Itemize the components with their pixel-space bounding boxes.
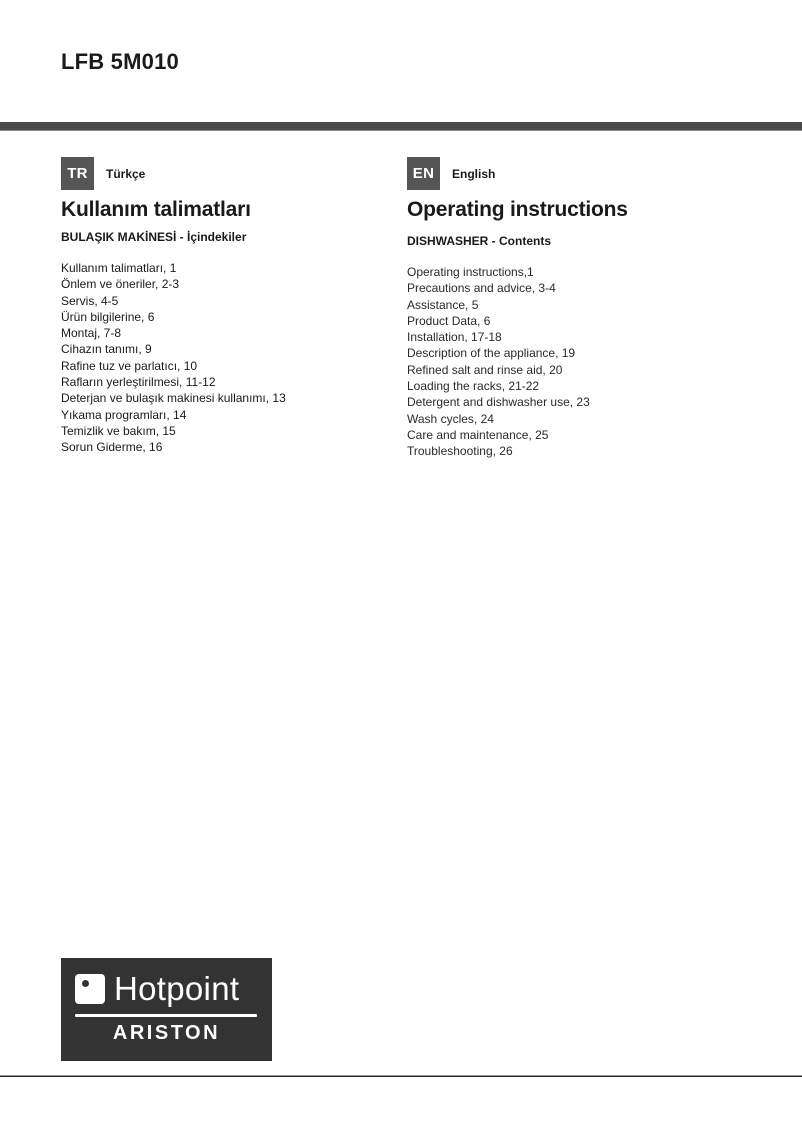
toc-item: Temizlik ve bakım, 15 — [61, 423, 176, 438]
toc-item: Sorun Giderme, 16 — [61, 440, 163, 455]
model-title: LFB 5M010 — [61, 49, 179, 74]
toc-item: Precautions and advice, 3-4 — [407, 281, 556, 296]
toc-item: Kullanım talimatları, 1 — [61, 261, 177, 275]
toc-item: Installation, 17-18 — [407, 330, 502, 345]
toc-item: Assistance, 5 — [407, 297, 479, 312]
toc-item: Servis, 4-5 — [61, 293, 119, 308]
toc-item: Yıkama programları, 14 — [61, 407, 187, 422]
english-section — [407, 157, 747, 460]
logo-top-row — [75, 972, 239, 1006]
subheading-tr: BULAŞIK MAKİNESİ - İçindekiler — [61, 230, 247, 244]
toc-item: Product Data, 6 — [407, 313, 491, 328]
toc-list-en — [407, 264, 747, 460]
logo-divider — [75, 1014, 257, 1017]
toc-item: Operating instructions,1 — [407, 265, 534, 279]
heading-tr: Kullanım talimatları — [61, 198, 251, 221]
toc-item: Montaj, 7-8 — [61, 326, 122, 341]
toc-item: Önlem ve öneriler, 2-3 — [61, 277, 180, 292]
logo-wordmark-hotpoint: Hotpoint — [114, 970, 240, 1007]
language-badge-en: EN — [407, 157, 440, 190]
hotpoint-square-dot-icon — [75, 974, 105, 1004]
toc-item: Rafların yerleştirilmesi, 11-12 — [61, 375, 216, 390]
toc-item: Troubleshooting, 26 — [407, 444, 513, 459]
footer-rule — [0, 1075, 802, 1077]
toc-item: Wash cycles, 24 — [407, 411, 494, 426]
toc-list-tr — [61, 260, 391, 456]
header-bar — [0, 122, 802, 131]
toc-item: Cihazın tanımı, 9 — [61, 342, 152, 357]
hotpoint-ariston-logo — [61, 958, 272, 1061]
toc-item: Loading the racks, 21-22 — [407, 379, 540, 394]
language-label-en — [407, 157, 747, 190]
language-name-tr: Türkçe — [106, 166, 146, 181]
language-name-en: English — [452, 166, 496, 181]
turkish-section — [61, 157, 391, 456]
language-label-tr — [61, 157, 391, 190]
subheading-en: DISHWASHER - Contents — [407, 234, 551, 248]
language-badge-tr: TR — [61, 157, 94, 190]
toc-item: Rafine tuz ve parlatıcı, 10 — [61, 358, 198, 373]
logo-wordmark-ariston: ARISTON — [112, 1022, 221, 1044]
heading-en: Operating instructions — [407, 198, 628, 221]
toc-item: Detergent and dishwasher use, 23 — [407, 395, 590, 410]
toc-item: Care and maintenance, 25 — [407, 427, 549, 442]
toc-item: Description of the appliance, 19 — [407, 346, 576, 361]
toc-item: Ürün bilgilerine, 6 — [61, 309, 155, 324]
toc-item: Refined salt and rinse aid, 20 — [407, 362, 563, 377]
toc-item: Deterjan ve bulaşık makinesi kullanımı, 13 — [61, 391, 286, 406]
